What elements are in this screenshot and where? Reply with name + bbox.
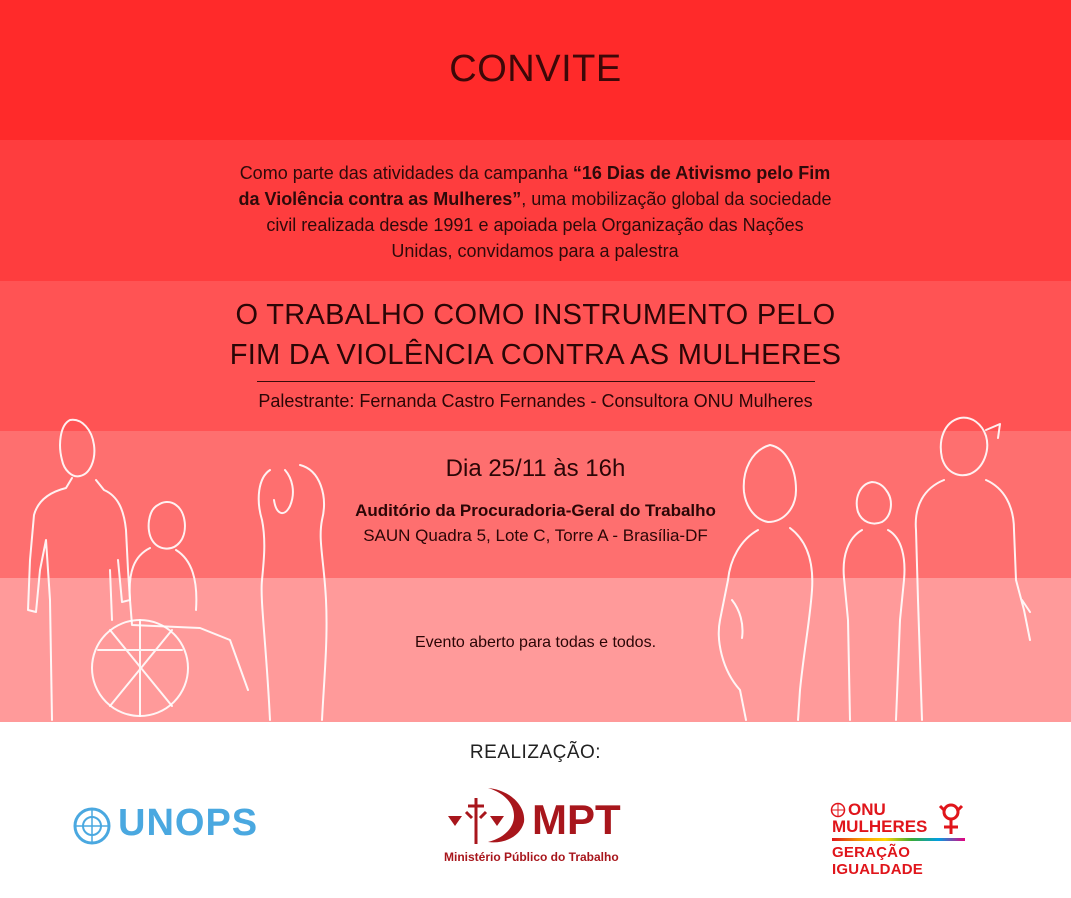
onu-wordmark: ONU (848, 800, 886, 819)
lecture-title (0, 295, 1071, 375)
intro-paragraph (235, 160, 835, 264)
campaign-name: “16 Dias de Ativismo pelo Fim da Violência contra as Mulheres” (238, 163, 831, 209)
un-emblem-small-icon (830, 802, 846, 818)
invite-title: CONVITE (449, 48, 622, 90)
event-venue (0, 498, 1071, 548)
onu-mulheres-logo (830, 800, 970, 878)
venue-address: SAUN Quadra 5, Lote C, Torre A - Brasília-DF (363, 526, 708, 545)
lecture-title-line2: FIM DA VIOLÊNCIA CONTRA AS MULHERES (229, 339, 842, 371)
women-symbol-icon (936, 802, 966, 836)
venue-name: Auditório da Procuradoria-Geral do Trabalho (355, 501, 716, 520)
mpt-full-name: Ministério Público do Trabalho (444, 850, 619, 864)
generation-equality-color-bar (832, 838, 965, 841)
mpt-emblem-icon (440, 782, 530, 848)
realization-label: REALIZAÇÃO: (469, 742, 602, 763)
speaker-line: Palestrante: Fernanda Castro Fernandes - Consultora ONU Mulheres (258, 391, 813, 411)
unops-wordmark: UNOPS (118, 802, 259, 844)
intro-text-end: , uma mobilização global da sociedade civil realizada desde 1991 e apoiada pela Organização das Nações Unidas, convidamos para a palestra (266, 189, 832, 261)
lecture-title-line1: O TRABALHO COMO INSTRUMENTO PELO (235, 299, 836, 331)
mpt-logo (440, 782, 640, 872)
open-event-note: Evento aberto para todas e todos. (414, 634, 657, 651)
un-emblem-icon (72, 806, 112, 846)
generation-equality-tagline: GERAÇÃO IGUALDADE (832, 844, 923, 878)
intro-text-start: Como parte das atividades da campanha (239, 163, 573, 183)
event-date: Dia 25/11 às 16h (445, 455, 626, 482)
divider-line (257, 381, 815, 382)
unops-logo (72, 800, 292, 850)
mulheres-wordmark: MULHERES (832, 817, 928, 836)
mpt-wordmark: MPT (532, 796, 621, 843)
